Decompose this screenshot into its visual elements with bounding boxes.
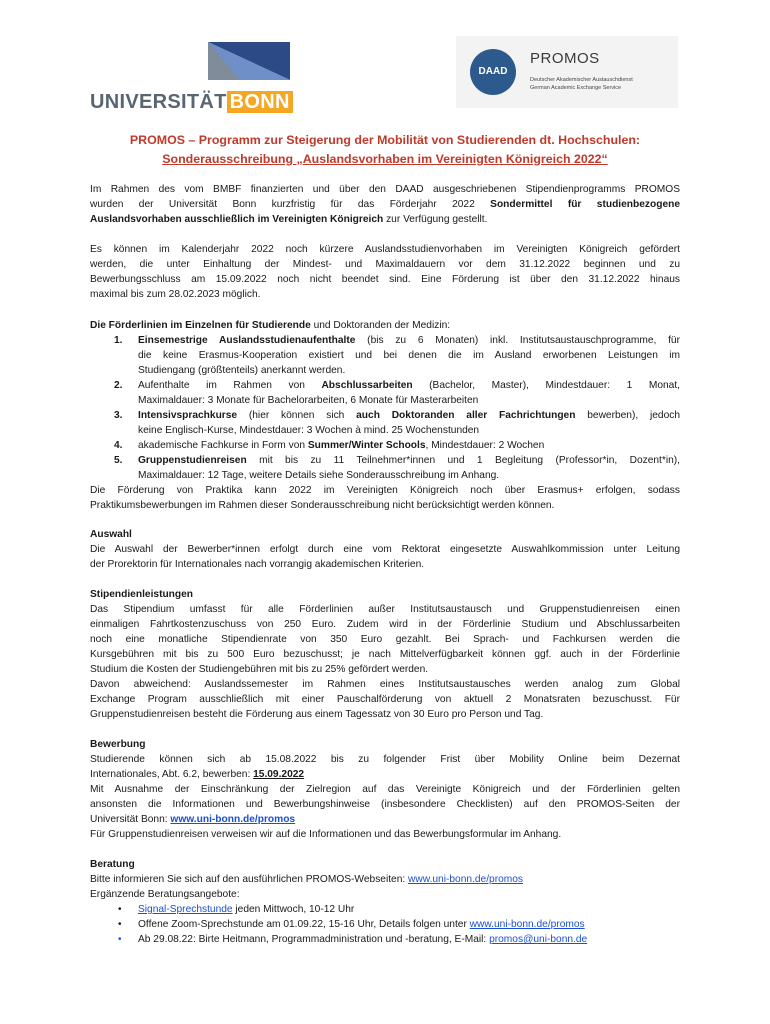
list-number: 1. bbox=[114, 335, 123, 346]
foerderlinie-1-line2: die keine Erasmus-Kooperation existiert und bei denen die im Ausland erworbenen Leistungen im bbox=[138, 350, 680, 361]
auswahl-line2: der Prorektorin für Internationales nach vorrangig akademischen Kriterien. bbox=[90, 559, 425, 570]
bewerbung-heading: Bewerbung bbox=[90, 739, 146, 750]
stipendium-line7: Exchange Program ausschließlich mit einer Pauschalförderung von aktuell 2 Monatsraten bezuschusst. Für bbox=[90, 694, 680, 705]
list-number: 5. bbox=[114, 455, 123, 466]
signal-sprechstunde-link[interactable]: Signal-Sprechstunde bbox=[138, 904, 233, 915]
beratung-line2: Ergänzende Beratungsangebote: bbox=[90, 889, 240, 900]
praktika-line2: Praktikumsbewerbungen im Rahmen dieser Sonderausschreibung nicht berücksichtigt werden können. bbox=[90, 500, 555, 511]
foerderlinie-2-line2: Maximaldauer: 3 Monate für Bachelorarbeiten, 6 Monate für Masterarbeiten bbox=[138, 395, 479, 406]
promos-wordmark: PROMOS bbox=[530, 50, 600, 67]
stipendium-line1: Das Stipendium umfasst für alle Förderlinien außer Institutsaustausch und Gruppenstudienreisen einen bbox=[90, 604, 680, 615]
deadline-date: 15.09.2022 bbox=[253, 769, 305, 780]
foerderlinie-5-line1: Gruppenstudienreisen mit bis zu 11 Teilnehmer*innen und 1 Begleitung (Professor*in, Dozent*in), bbox=[138, 455, 680, 466]
bewerbung-line4: ansonsten die Informationen und Bewerbungshinweise (insbesondere Checklisten) auf den PROMOS-Seiten der bbox=[90, 799, 680, 810]
foerderlinie-2-line1: Aufenthalte im Rahmen von Abschlussarbeiten (Bachelor, Master), Mindestdauer: 1 Monat, bbox=[138, 380, 680, 391]
beratung-line1: Bitte informieren Sie sich auf den ausführlichen PROMOS-Webseiten: www.uni-bonn.de/promos bbox=[90, 874, 523, 885]
stipendium-line6: Davon abweichend: Auslandssemester im Rahmen eines Institutsaustausches werden analog zum Global bbox=[90, 679, 680, 690]
email-link[interactable]: promos@uni-bonn.de bbox=[489, 934, 588, 945]
bewerbung-line1: Studierende können sich ab 15.08.2022 bis zu folgender Frist über Mobility Online beim Dezernat bbox=[90, 754, 680, 765]
foerderlinie-5-line2: Maximaldauer: 12 Tage, weitere Details siehe Sonderausschreibung im Anhang. bbox=[138, 470, 500, 481]
bewerbung-line6: Für Gruppenstudienreisen verweisen wir auf die Informationen und das Bewerbungsformular im Anhang. bbox=[90, 829, 562, 840]
beratung-heading: Beratung bbox=[90, 859, 135, 870]
beratung-bullet-3: Ab 29.08.22: Birte Heitmann, Programmadministration und -beratung, E-Mail: promos@uni-bonn.de bbox=[138, 934, 588, 945]
bullet-icon: • bbox=[118, 919, 122, 930]
stipendium-line3: noch eine monatliche Stipendienrate von 350 Euro gezahlt. Bei Sprach- und Fachkursen werden die bbox=[90, 634, 680, 645]
foerderlinie-1-line1: Einsemestrige Auslandsstudienaufenthalte (bis zu 6 Monaten) inkl. Institutsaustauschprogramme, für bbox=[138, 335, 680, 346]
stipendium-line5: Studium die Kosten der Studiengebühren mit bis zu 25% gefördert werden. bbox=[90, 664, 429, 675]
foerderlinie-3-line1: Intensivsprachkurse (hier können sich auch Doktoranden aller Fachrichtungen bewerben), jedoch bbox=[138, 410, 680, 421]
list-number: 2. bbox=[114, 380, 123, 391]
daad-circle-icon: DAAD bbox=[470, 49, 516, 95]
bullet-icon: • bbox=[118, 904, 122, 915]
auswahl-heading: Auswahl bbox=[90, 529, 132, 540]
stipendium-line4: Kursgebühren mit bis zu 500 Euro bezuschusst; je nach Mittelverfügbarkeit können ggf. auch in der Förderlinie bbox=[90, 649, 680, 660]
foerderlinien-heading: Die Förderlinien im Einzelnen für Studierende und Doktoranden der Medizin: bbox=[90, 320, 451, 331]
foerderlinie-3-line2: keine Englisch-Kurse, Mindestdauer: 3 Wochen à mind. 25 Wochenstunden bbox=[138, 425, 480, 436]
intro-p2-line3: Bewerbungsschluss am 15.09.2022 noch nicht beendet sind. Eine Förderung ist über den 31.12.2022 hinaus bbox=[90, 274, 680, 285]
beratung-bullet-1: Signal-Sprechstunde jeden Mittwoch, 10-12 Uhr bbox=[138, 904, 355, 915]
intro-p1-line2: wurden der Universität Bonn kurzfristig für das Förderjahr 2022 Sondermittel für studienbezogene bbox=[90, 199, 680, 210]
stipendium-line2: einmaligen Fahrtkostenzuschuss von 250 Euro. Zudem wird in der Förderlinie Studium und Abschlussarbeiten bbox=[90, 619, 680, 630]
logo-triangles-icon bbox=[90, 42, 290, 92]
bewerbung-line2: Internationales, Abt. 6.2, bewerben: 15.09.2022 bbox=[90, 769, 305, 780]
daad-name-de: Deutscher Akademischer Austauschdienst bbox=[530, 77, 633, 83]
daad-promos-logo bbox=[456, 36, 678, 108]
bewerbung-line5: Universität Bonn: www.uni-bonn.de/promos bbox=[90, 814, 296, 825]
auswahl-line1: Die Auswahl der Bewerber*innen erfolgt durch eine vom Rektorat eingesetzte Auswahlkommission unter Leitung bbox=[90, 544, 680, 555]
intro-p2-line4: maximal bis zum 28.02.2023 möglich. bbox=[90, 289, 261, 300]
intro-p2-line1: Es können im Kalenderjahr 2022 noch kürzere Auslandsstudienvorhaben im Vereinigten Königreich gefördert bbox=[90, 244, 680, 255]
document-title: PROMOS – Programm zur Steigerung der Mobilität von Studierenden dt. Hochschulen: bbox=[129, 133, 641, 147]
foerderlinie-4-line1: akademische Fachkurse in Form von Summer/Winter Schools, Mindestdauer: 2 Wochen bbox=[138, 440, 545, 451]
foerderlinie-1-line3: Studiengang (größtenteils) anerkannt werden. bbox=[138, 365, 346, 376]
praktika-line1: Die Förderung von Praktika kann 2022 im Vereinigten Königreich noch über Erasmus+ erfolgen, sodass bbox=[90, 485, 680, 496]
stipendium-line8: Gruppenstudienreisen besteht die Förderung aus einem Tagessatz von 30 Euro pro Person und Tag. bbox=[90, 709, 544, 720]
bullet-icon: • bbox=[118, 934, 122, 945]
intro-p1-line1: Im Rahmen des vom BMBF finanzierten und über den DAAD ausgeschriebenen Stipendienprogramms PROMOS bbox=[90, 184, 680, 195]
daad-name-en: German Academic Exchange Service bbox=[530, 85, 622, 91]
list-number: 3. bbox=[114, 410, 123, 421]
beratung-bullet-2: Offene Zoom-Sprechstunde am 01.09.22, 15-16 Uhr, Details folgen unter www.uni-bonn.de/promos bbox=[138, 919, 585, 930]
promos-link[interactable]: www.uni-bonn.de/promos bbox=[170, 814, 296, 825]
stipendium-heading: Stipendienleistungen bbox=[90, 589, 194, 600]
promos-link[interactable]: www.uni-bonn.de/promos bbox=[408, 874, 523, 885]
intro-p2-line2: werden, die unter Einhaltung der Mindest- und Maximaldauern vor dem 31.12.2022 beginnen und zu bbox=[90, 259, 680, 270]
university-wordmark: UNIVERSITÄT BONN bbox=[90, 91, 293, 113]
list-number: 4. bbox=[114, 440, 123, 451]
intro-p1-line3: Auslandsvorhaben ausschließlich im Vereinigten Königreich zur Verfügung gestellt. bbox=[90, 214, 488, 225]
university-bonn-logo bbox=[90, 42, 290, 116]
document-subtitle: Sonderausschreibung „Auslandsvorhaben im Vereinigten Königreich 2022“ bbox=[162, 152, 608, 166]
bewerbung-line3: Mit Ausnahme der Einschränkung der Zielregion auf das Vereinigte Königreich und der Förderlinien gelten bbox=[90, 784, 680, 795]
promos-link[interactable]: www.uni-bonn.de/promos bbox=[469, 919, 585, 930]
